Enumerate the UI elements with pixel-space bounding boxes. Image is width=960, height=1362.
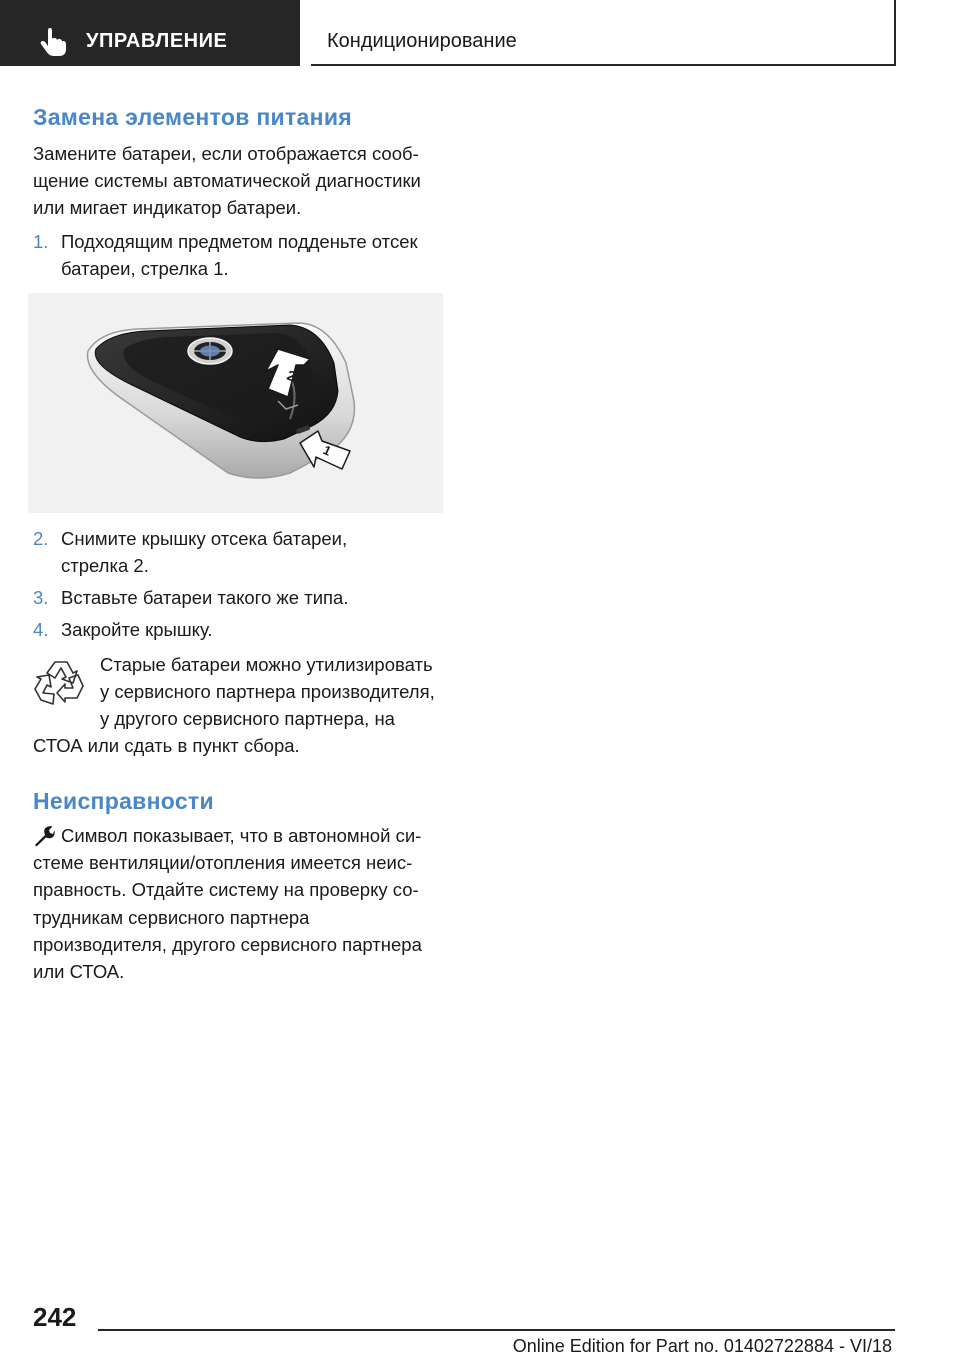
note-line: СТОА или сдать в пункт сбора. [33, 735, 300, 756]
step-text: Закройте крышку. [61, 619, 213, 640]
step-number: 4. [33, 619, 49, 640]
edition-text: Online Edition for Part no. 01402722884 - VI/18 [512, 1336, 892, 1356]
recycle-note [100, 651, 452, 732]
step-number: 2. [33, 528, 49, 549]
battery-intro [33, 140, 445, 221]
step-text: Вставьте батареи такого же типа. [61, 587, 349, 608]
note-line: у другого сервисного партнера, на [100, 708, 395, 729]
fault-line: Символ показывает, что в автономной си- [61, 825, 422, 846]
page-header [0, 0, 960, 66]
step-line: Подходящим предметом подденьте отсек [61, 231, 418, 252]
fault-line: производителя, другого сервисного партнера [33, 933, 422, 955]
faults-heading: Неисправности [33, 788, 214, 814]
intro-line: Замените батареи, если отображается сооб- [33, 143, 419, 164]
step-number: 3. [33, 587, 49, 608]
fault-description [33, 849, 445, 985]
step-text [61, 525, 445, 579]
step-text [61, 228, 445, 282]
note-line: у сервисного партнера производителя, [100, 681, 435, 702]
section-tab[interactable] [311, 0, 896, 66]
fault-line: трудникам сервисного партнера [33, 906, 310, 928]
arrow-2-label: 2 [284, 366, 298, 385]
fault-line: стеме вентиляции/отопления имеется неис- [33, 852, 413, 873]
page-number: 242 [33, 1302, 77, 1332]
key-figure [28, 293, 443, 513]
chapter-tab[interactable] [0, 0, 300, 66]
intro-line: или мигает индикатор батареи. [33, 197, 302, 218]
footer-divider [98, 1329, 895, 1331]
fault-line: или СТОА. [33, 961, 125, 983]
hand-pointer-icon [40, 28, 66, 56]
step-number: 1. [33, 231, 49, 252]
step-line: батареи, стрелка 1. [61, 258, 229, 279]
wrench-icon [33, 825, 55, 847]
key-illustration [28, 293, 443, 513]
intro-line: щение системы автоматической диагностики [33, 170, 421, 191]
step-line: Снимите крышку отсека батареи, [61, 528, 348, 549]
fault-line: правность. Отдайте систему на проверку со- [33, 879, 419, 901]
step-line: стрелка 2. [61, 555, 149, 576]
recycle-icon [33, 656, 89, 712]
chapter-label: УПРАВЛЕНИЕ [86, 30, 228, 52]
section-label: Кондиционирование [327, 30, 517, 52]
note-line: Старые батареи можно утилизировать [100, 654, 433, 675]
arrow-1-label: 1 [320, 442, 334, 459]
battery-heading: Замена элементов питания [33, 104, 352, 130]
